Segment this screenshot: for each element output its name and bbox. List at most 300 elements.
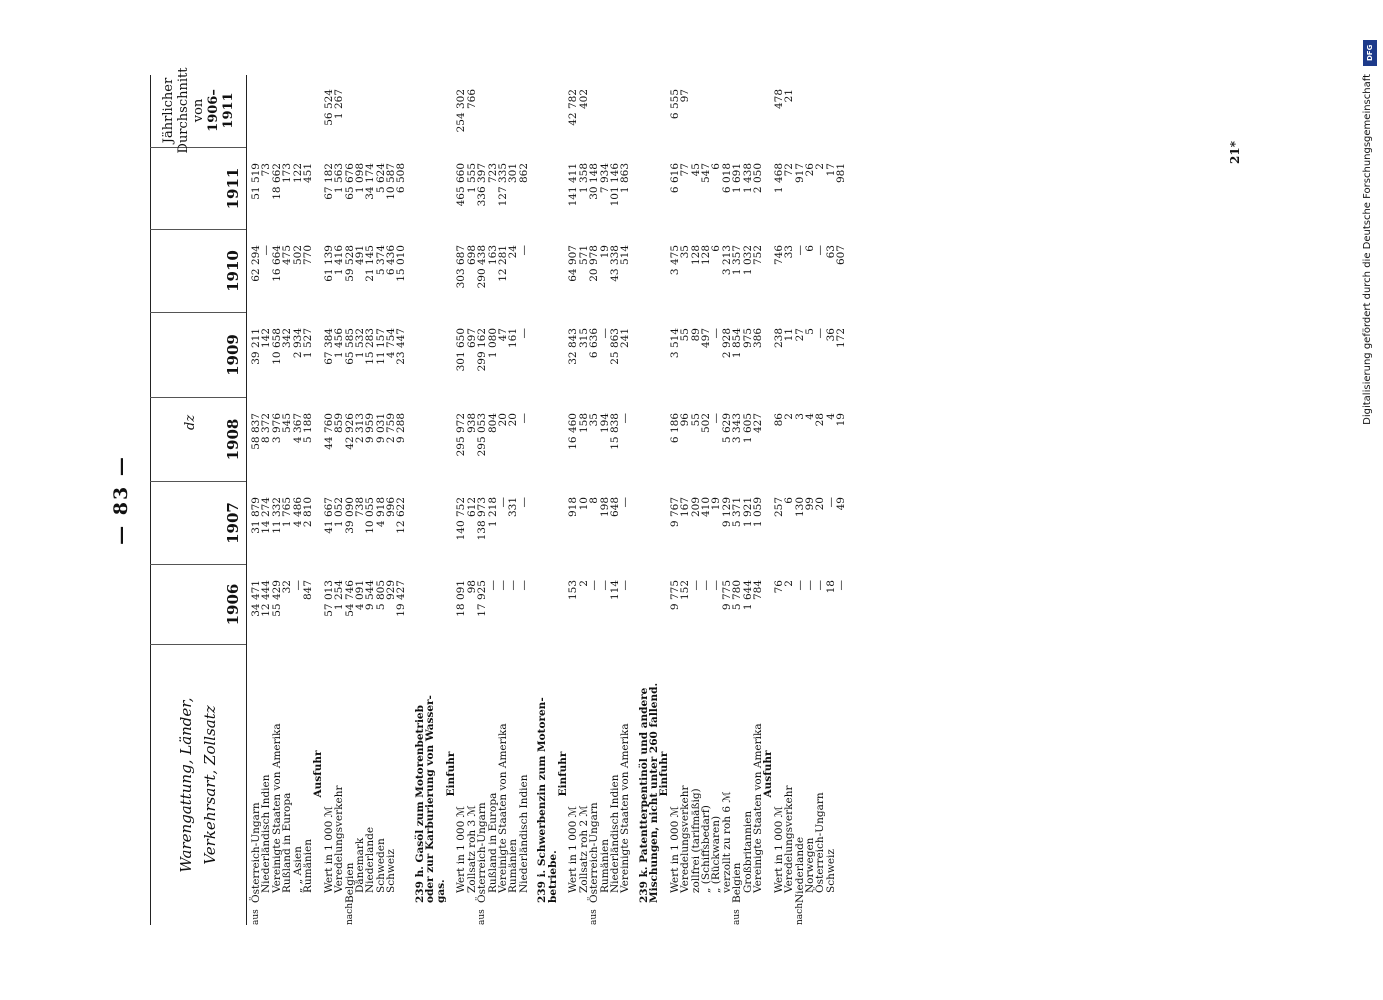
row-label: „ „ Asien [291, 846, 304, 893]
row-label: Veredelungsverkehr [783, 785, 796, 893]
cell-value: 2 759 [385, 413, 398, 444]
cell-value: 451 [301, 163, 314, 184]
cell-value: 138 973 [476, 497, 489, 541]
header-year: 1911 [150, 148, 246, 230]
cell-average: 6 555 [668, 89, 681, 120]
cell-average: 478 [772, 89, 785, 110]
row-label: Norwegen [803, 837, 816, 893]
row-label: Ausfuhr [762, 750, 775, 798]
cell-value: 122 [291, 163, 304, 184]
cell-value: 19 [710, 497, 723, 511]
cell-value: 141 411 [567, 163, 580, 207]
cell-value: 6 [710, 163, 723, 170]
cell-value: 77 [679, 163, 692, 177]
cell-value: 6 436 [385, 245, 398, 276]
header-year: 1907 [150, 482, 246, 565]
cell-value: 859 [333, 413, 346, 434]
cell-value: 10 055 [364, 497, 377, 534]
cell-value: 76 [772, 580, 785, 594]
unit-label: dz [183, 414, 198, 430]
cell-value: 20 978 [588, 245, 601, 282]
cell-value: — [598, 580, 611, 591]
cell-value: 301 650 [455, 328, 468, 372]
row-direction-marker: aus [477, 909, 488, 925]
cell-value: 12 444 [260, 580, 273, 617]
header-avg-line3: von [190, 98, 206, 123]
cell-value: 9 031 [374, 413, 387, 444]
cell-value: — [517, 245, 530, 256]
cell-value: — [496, 580, 509, 591]
cell-value: 4 [803, 413, 816, 420]
cell-value: 571 [577, 245, 590, 266]
cell-average: 766 [465, 89, 478, 110]
row-label: Österreich-Ungarn [588, 802, 601, 903]
cell-value: 24 [507, 245, 520, 259]
cell-value: 1 563 [333, 163, 346, 194]
cell-value: 43 338 [608, 245, 621, 282]
cell-value: 241 [619, 328, 632, 349]
cell-value: — [619, 413, 632, 424]
row-label: Vereinigte Staaten von Amerika [496, 723, 509, 893]
cell-value: 55 [689, 413, 702, 427]
cell-value: — [507, 580, 520, 591]
cell-value: — [598, 328, 611, 339]
digitization-credit: Digitalisierung gefördert durch die Deutsche Forschungsgemeinschaft [1362, 74, 1373, 425]
table-header-rule [246, 75, 247, 925]
row-label: Großbritannien [741, 810, 754, 893]
row-label: Einfuhr [658, 751, 671, 797]
cell-value: 42 926 [343, 413, 356, 450]
cell-value: 19 [598, 245, 611, 259]
cell-value: 10 [577, 497, 590, 511]
cell-value: 475 [281, 245, 294, 266]
cell-value: 295 053 [476, 413, 489, 457]
row-label: Österreich-Ungarn [814, 792, 827, 893]
row-direction-marker: nach [344, 903, 355, 925]
cell-value: 35 [588, 413, 601, 427]
cell-value: 2 050 [751, 163, 764, 194]
cell-value: 173 [281, 163, 294, 184]
cell-value: 101 146 [608, 163, 621, 207]
cell-value: 2 810 [301, 497, 314, 528]
cell-value: 386 [751, 328, 764, 349]
row-label: Niederlande [793, 836, 806, 903]
cell-value: 746 [772, 245, 785, 266]
cell-value: 163 [486, 245, 499, 266]
cell-value: 99 [803, 497, 816, 511]
cell-value: 10 658 [270, 328, 283, 365]
cell-value: 331 [507, 497, 520, 518]
cell-value: 9 129 [720, 497, 733, 528]
cell-value: — [814, 245, 827, 256]
cell-value: 1 527 [301, 328, 314, 359]
cell-value: 1 218 [486, 497, 499, 528]
cell-value: 61 139 [322, 245, 335, 282]
cell-value: 28 [814, 413, 827, 427]
row-label: betriebe. [546, 850, 559, 903]
cell-value: 7 934 [598, 163, 611, 194]
cell-value: 17 [824, 163, 837, 177]
row-label: Niederländisch Indien [608, 774, 621, 893]
cell-value: — [517, 497, 530, 508]
cell-value: 33 [783, 245, 796, 259]
cell-value: 35 [679, 245, 692, 259]
cell-value: 2 928 [720, 328, 733, 359]
page-number: — 83 — [110, 455, 132, 545]
cell-value: 89 [689, 328, 702, 342]
cell-value: 114 [608, 580, 621, 601]
cell-value: 698 [465, 245, 478, 266]
table-row [537, 75, 547, 925]
row-label: oder zur Karburierung von Wasser- [424, 695, 437, 903]
cell-value: 153 [567, 580, 580, 601]
table-row [396, 75, 406, 925]
row-label: Wert in 1 000 ℳ [322, 806, 335, 893]
cell-value: 5 629 [720, 413, 733, 444]
cell-value: 39 211 [250, 328, 262, 365]
cell-value: 54 746 [343, 580, 356, 617]
cell-value: 545 [281, 413, 294, 434]
cell-value: 6 [710, 245, 723, 252]
row-direction-marker: aus [589, 909, 600, 925]
cell-value: 938 [465, 413, 478, 434]
cell-value: 12 622 [395, 497, 408, 534]
cell-value: 15 838 [608, 413, 621, 450]
cell-value: 65 676 [343, 163, 356, 200]
row-label: Wert in 1 000 ℳ [567, 806, 580, 893]
cell-value: 2 313 [353, 413, 366, 444]
table-row [589, 75, 599, 925]
cell-value: 502 [291, 245, 304, 266]
row-label: Rußland in Europa [486, 792, 499, 893]
cell-value: 6 018 [720, 163, 733, 194]
cell-value: 161 [507, 328, 520, 349]
cell-value: — [486, 580, 499, 591]
cell-value: 1 644 [741, 580, 754, 611]
cell-value: 32 843 [567, 328, 580, 365]
cell-value: 1 438 [741, 163, 754, 194]
cell-value: 31 879 [250, 497, 262, 534]
table-header [150, 67, 246, 925]
table-row [425, 75, 435, 925]
row-label: Rußland in Europa [281, 792, 294, 893]
cell-value: 514 [619, 245, 632, 266]
row-label: Veredelungsverkehr [333, 785, 346, 893]
cell-value: 142 [260, 328, 273, 349]
table-row [784, 75, 794, 925]
cell-value: 64 907 [567, 245, 580, 282]
cell-value: 290 438 [476, 245, 489, 289]
cell-value: 16 664 [270, 245, 283, 282]
row-label: Wert in 1 000 ℳ [668, 806, 681, 893]
cell-value: 1 555 [465, 163, 478, 194]
cell-value: 3 213 [720, 245, 733, 276]
cell-value: 4 486 [291, 497, 304, 528]
cell-value: 1 863 [619, 163, 632, 194]
cell-value: 172 [835, 328, 848, 349]
table-row [436, 75, 446, 925]
cell-average: 21 [783, 89, 796, 103]
cell-value: 16 460 [567, 413, 580, 450]
cell-value: 15 010 [395, 245, 408, 282]
cell-value: 238 [772, 328, 785, 349]
cell-value: 10 587 [385, 163, 398, 200]
cell-value: 6 186 [668, 413, 681, 444]
cell-value: — [835, 580, 848, 591]
header-year: 1908 [150, 398, 246, 482]
cell-value: — [619, 497, 632, 508]
cell-value: 49 [835, 497, 848, 511]
cell-value: 96 [679, 413, 692, 427]
cell-value: 2 [783, 413, 796, 420]
cell-value: 20 [496, 413, 509, 427]
cell-value: 5 805 [374, 580, 387, 611]
cell-value: 19 [835, 413, 848, 427]
cell-value: — [291, 580, 304, 591]
row-label: Niederländisch Indien [260, 774, 273, 893]
cell-value: 1 532 [353, 328, 366, 359]
cell-average: 402 [577, 89, 590, 110]
cell-value: 26 [803, 163, 816, 177]
table-row [334, 75, 344, 925]
cell-value: 1 765 [281, 497, 294, 528]
cell-value: — [814, 580, 827, 591]
cell-value: 547 [700, 163, 713, 184]
cell-value: 6 [803, 245, 816, 252]
cell-value: 5 371 [731, 497, 744, 528]
cell-value: — [824, 497, 837, 508]
cell-value: — [588, 580, 601, 591]
cell-value: 20 [507, 413, 520, 427]
cell-value: 929 [385, 580, 398, 601]
cell-value: 55 429 [270, 580, 283, 617]
header-avg-line4: 1906–1911 [205, 89, 236, 132]
cell-value: 315 [577, 328, 590, 349]
header-label-line1: Warengattung, Länder, [177, 697, 195, 873]
cell-value: 804 [486, 413, 499, 434]
cell-value: 502 [700, 413, 713, 434]
row-label: Vereinigte Staaten von Amerika [751, 723, 764, 893]
row-label: Vereinigte Staaten von Amerika [270, 723, 283, 893]
cell-value: 1 080 [486, 328, 499, 359]
cell-value: 1 691 [731, 163, 744, 194]
cell-value: 9 775 [720, 580, 733, 611]
cell-value: 58 837 [250, 413, 262, 450]
cell-value: 1 357 [731, 245, 744, 276]
cell-value: 8 [588, 497, 601, 504]
cell-value: 5 780 [731, 580, 744, 611]
header-label-line2: Verkehrsart, Zollsatz [201, 705, 219, 865]
cell-value: 44 760 [322, 413, 335, 450]
header-year: 1910 [150, 230, 246, 313]
cell-value: — [619, 580, 632, 591]
cell-value: 1 854 [731, 328, 744, 359]
cell-value: 1 456 [333, 328, 346, 359]
cell-value: 11 332 [270, 497, 283, 534]
cell-value: 34 174 [364, 163, 377, 200]
cell-value: 62 294 [250, 245, 262, 282]
cell-value: 996 [385, 497, 398, 518]
row-label: zollfrei (tarifmäßig) [689, 788, 702, 893]
cell-value: 257 [772, 497, 785, 518]
cell-value: 427 [751, 413, 764, 434]
cell-value: 9 288 [395, 413, 408, 444]
header-avg-line2: Durchschnitt [175, 67, 191, 154]
cell-value: 20 [814, 497, 827, 511]
cell-value: 23 447 [395, 328, 408, 365]
cell-value: — [700, 580, 713, 591]
cell-value: 2 [577, 580, 590, 587]
row-label: „ (Schiffsbedarf) [700, 805, 713, 893]
row-label: verzollt zu roh 6 ℳ [720, 791, 733, 893]
row-label: Ausfuhr [312, 750, 325, 798]
row-direction-marker: aus [732, 909, 743, 925]
row-label: Vereinigte Staaten von Amerika [619, 723, 632, 893]
cell-average: 56 524 [322, 89, 335, 126]
cell-value: 63 [824, 245, 837, 259]
cell-value: 862 [517, 163, 530, 184]
row-label: Belgien [731, 862, 744, 903]
cell-average: 254 302 [455, 89, 468, 133]
row-label: Schweiz [385, 849, 398, 893]
cell-average: 97 [679, 89, 692, 103]
cell-value: 21 145 [364, 245, 377, 282]
cell-value: 847 [301, 580, 314, 601]
cell-average: 1 267 [333, 89, 346, 120]
sidebar [1360, 40, 1380, 1000]
cell-value: 465 660 [455, 163, 468, 207]
cell-value: — [793, 245, 806, 256]
cell-value: 2 934 [291, 328, 304, 359]
cell-value: 17 925 [476, 580, 489, 617]
row-label: 239 h. Gasöl zum Motorenbetrieb [413, 705, 426, 903]
cell-value: 18 091 [455, 580, 468, 617]
cell-value: 342 [281, 328, 294, 349]
cell-value: 65 585 [343, 328, 356, 365]
cell-value: 1 921 [741, 497, 754, 528]
cell-value: 34 471 [250, 580, 262, 617]
cell-value: 130 [793, 497, 806, 518]
cell-value: 55 [679, 328, 692, 342]
cell-value: 4 918 [374, 497, 387, 528]
cell-value: 1 416 [333, 245, 346, 276]
cell-value: — [710, 328, 723, 339]
row-label: Dänemark [353, 837, 366, 893]
cell-value: 9 544 [364, 580, 377, 611]
cell-value: 3 [793, 413, 806, 420]
cell-value: 4 [824, 413, 837, 420]
cell-value: 917 [793, 163, 806, 184]
table-row [548, 75, 558, 925]
cell-value: 19 427 [395, 580, 408, 617]
header-label [150, 645, 246, 925]
cell-value: 67 384 [322, 328, 335, 365]
cell-value: 32 [281, 580, 294, 594]
cell-value: 127 335 [496, 163, 509, 207]
cell-value: 4 754 [385, 328, 398, 359]
header-year: 1909 [150, 313, 246, 398]
row-label: „ (Rückwaren) [710, 815, 723, 893]
cell-value: 30 148 [588, 163, 601, 200]
row-direction-marker: aus [251, 909, 261, 925]
cell-value: 51 519 [250, 163, 262, 200]
cell-value: 5 188 [301, 413, 314, 444]
cell-value: 209 [689, 497, 702, 518]
row-label: Veredelungsverkehr [679, 785, 692, 893]
cell-value: 39 090 [343, 497, 356, 534]
cell-value: 4 367 [291, 413, 304, 444]
cell-value: 1 098 [353, 163, 366, 194]
row-label: Rumänien [507, 839, 520, 893]
cell-value: 8 372 [260, 413, 273, 444]
header-average [150, 67, 246, 154]
cell-value: 98 [465, 580, 478, 594]
row-label: Schweden [374, 838, 387, 893]
cell-value: 47 [496, 328, 509, 342]
cell-value: 5 624 [374, 163, 387, 194]
cell-value: — [803, 580, 816, 591]
cell-value: 152 [679, 580, 692, 601]
row-label: Zollsatz roh 2 ℳ [577, 805, 590, 893]
cell-value: 918 [567, 497, 580, 518]
cell-value: 198 [598, 497, 611, 518]
cell-value: 128 [700, 245, 713, 266]
cell-value: 1 254 [333, 580, 346, 611]
cell-value: 9 959 [364, 413, 377, 444]
row-label: Zollsatz roh 3 ℳ [465, 805, 478, 893]
row-label: Einfuhr [556, 751, 569, 797]
cell-value: 303 687 [455, 245, 468, 289]
cell-value: 128 [689, 245, 702, 266]
cell-value: 25 863 [608, 328, 621, 365]
row-label: Schweiz [824, 849, 837, 893]
cell-value: 981 [835, 163, 848, 184]
cell-value: 59 528 [343, 245, 356, 282]
cell-value: 648 [608, 497, 621, 518]
cell-value: 158 [577, 413, 590, 434]
cell-value: 1 605 [741, 413, 754, 444]
cell-value: 14 274 [260, 497, 273, 534]
header-year: 1906 [150, 565, 246, 645]
row-label: Mischungen, nicht unter 260 fallend. [648, 682, 661, 903]
cell-value: 11 157 [374, 328, 387, 365]
header-avg-line1: Jährlicher [160, 77, 176, 144]
cell-value: 612 [465, 497, 478, 518]
row-label: 239 i. Schwerbenzin zum Motoren- [536, 697, 549, 903]
cell-value: 770 [301, 245, 314, 266]
cell-value: 4 091 [353, 580, 366, 611]
cell-value: 497 [700, 328, 713, 349]
cell-value: 1 032 [741, 245, 754, 276]
cell-value: — [517, 413, 530, 424]
row-label: Wert in 1 000 ℳ [772, 806, 785, 893]
cell-value: 697 [465, 328, 478, 349]
cell-value: 301 [507, 163, 520, 184]
footnote-mark: 21* [1228, 141, 1242, 164]
cell-value: 491 [353, 245, 366, 266]
cell-value: 18 662 [270, 163, 283, 200]
dfg-logo: DFG [1363, 40, 1377, 66]
cell-value: 1 059 [751, 497, 764, 528]
cell-value: 2 [814, 163, 827, 170]
row-label: Rumänien [301, 839, 314, 893]
cell-value: 5 374 [374, 245, 387, 276]
row-label: Österreich-Ungarn [476, 802, 489, 903]
cell-value: — [689, 580, 702, 591]
cell-value: 410 [700, 497, 713, 518]
cell-value: 41 667 [322, 497, 335, 534]
row-label: Rumänien [598, 839, 611, 893]
